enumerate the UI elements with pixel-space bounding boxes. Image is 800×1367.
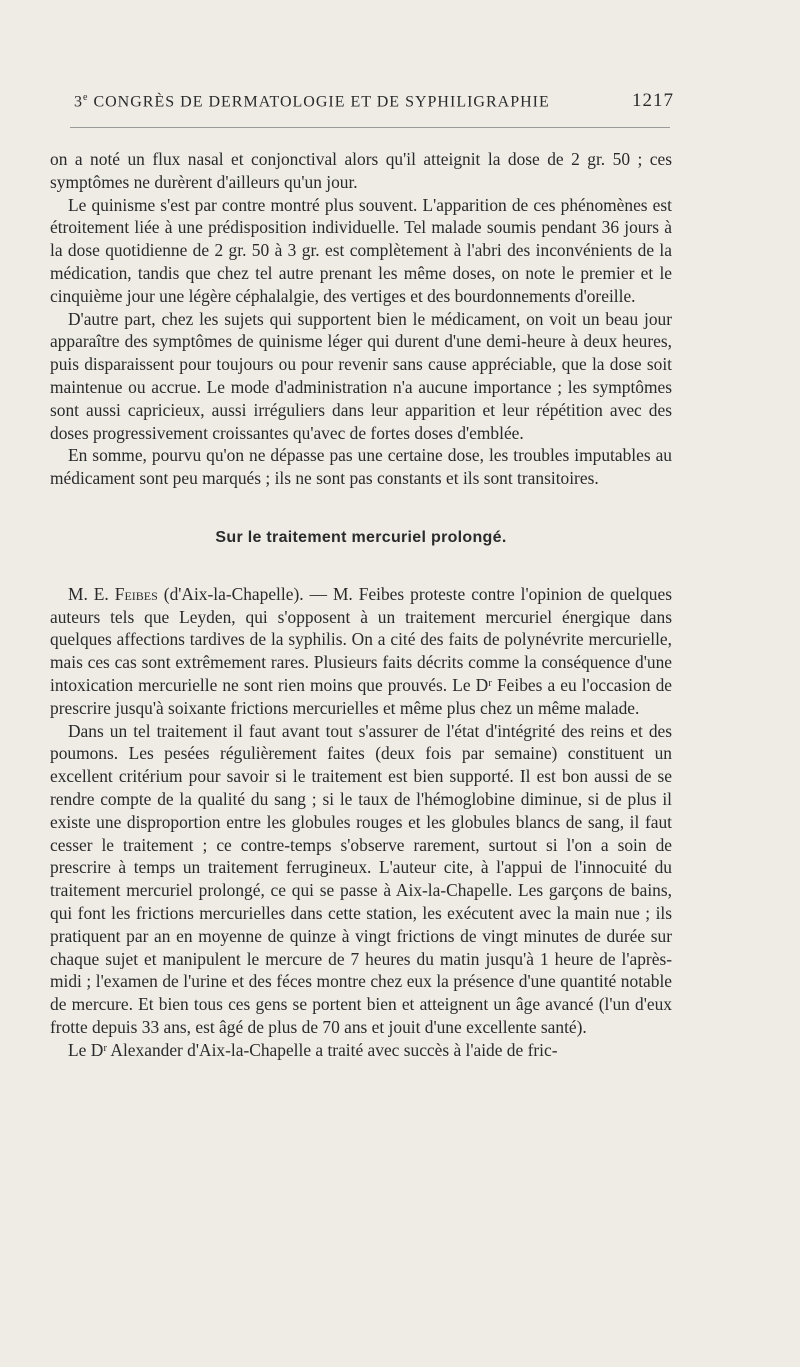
- speaker-text: (d'Aix-la-Chapelle). — M. Feibes proteste contre l'opinion de quelques auteurs tels que Leyden, qui s'opposent à un traitement mercuriel énergique dans quelques affections tardives de la syphilis. On a cité des faits de polynévrite mercurielle, mais ces cas sont extrêmement rares. Plusieurs faits décrits comme la conséquence d'une intoxication mercurielle ne sont rien moins que prouvés. Le Dʳ Feibes a eu l'occasion de prescrire jusqu'à soixante frictions mercurielles et même plus chez un même malade.: [50, 583, 672, 718]
- congress-ordinal: 3: [74, 93, 83, 111]
- paragraph: Le Dʳ Alexander d'Aix-la-Chapelle a traité avec succès à l'aide de fric-: [68, 1039, 558, 1060]
- paragraph: En somme, pourvu qu'on ne dépasse pas une certaine dose, les troubles imputables au médicament sont peu marqués ; ils ne sont pas constants et ils sont transitoires.: [50, 445, 672, 489]
- running-title-text: CONGRÈS DE DERMATOLOGIE ET DE SYPHILIGRAPHIE: [88, 93, 550, 111]
- paragraph: Le quinisme s'est par contre montré plus souvent. L'apparition de ces phénomènes est étroitement liée à une prédisposition individuelle. Tel malade soumis pendant 36 jours à la dose quotidienne de 2 gr. 50 à 3 gr. est complètement à l'abri des inconvénients de la médication, tandis que chez tel autre prenant les même doses, on note le premier et le cinquième jour une légère céphalalgie, des vertiges et des bourdonnements d'oreille.: [50, 194, 672, 306]
- page-number: 1217: [632, 90, 674, 111]
- paragraph: Dans un tel traitement il faut avant tout s'assurer de l'état d'intégrité des reins et des poumons. Les pesées régulièrement faites (deux fois par semaine) constituent un excellent critérium pour savoir si le traitement est bien supporté. Il est bon aussi de se rendre compte de la qualité du sang ; si le taux de l'hémoglobine diminue, si de plus il existe une disproportion entre les globules rouges et les globules blancs de sang, il faut cesser le traitement ; ce contre-temps s'observe rarement, surtout si l'on a soin de prescrire à temps un traitement ferrugineux. L'auteur cite, à l'appui de l'innocuité du traitement mercuriel prolongé, ce qui se passe à Aix-la-Chapelle. Les garçons de bains, qui font les frictions mercurielles dans cette station, les exécutent avec la main nue ; ils pratiquent par an en moyenne de quinze à vingt frictions de vingt minutes de durée sur chaque sujet et manipulent le mercure de 7 heures du matin jusqu'à 1 heure de l'après-midi ; l'examen de l'urine et des féces montre chez eux la présence d'une quantité notable de mercure. Et bien tous ces gens se portent bien et atteignent un âge avancé (l'un d'eux frotte depuis 33 ans, est âgé de plus de 70 ans et jouit d'une excellente santé).: [50, 720, 672, 1037]
- speaker-paragraph: [50, 583, 672, 720]
- section-heading: Sur le traitement mercuriel prolongé.: [215, 528, 507, 546]
- speaker-prefix: M. E.: [68, 583, 115, 604]
- ordinal-suffix: e: [83, 92, 89, 103]
- paragraph: D'autre part, chez les sujets qui supportent bien le médicament, on voit un beau jour apparaître des symptômes de quinisme léger qui durent d'une demi-heure à deux heures, puis disparaissent pour toujours ou pour revenir sans cause appréciable, que la dose soit maintenue ou accrue. Le mode d'administration n'a aucune importance ; les symptômes sont aussi capricieux, aussi irréguliers dans leur apparition et leur répétition avec des doses progressivement croissantes qu'avec de fortes doses d'emblée.: [50, 308, 672, 443]
- speaker-name: Feibes: [114, 583, 158, 604]
- body-text: [50, 148, 672, 1061]
- header-rule: [70, 127, 670, 128]
- running-title: [74, 92, 550, 111]
- paragraph: on a noté un flux nasal et conjonctival alors qu'il atteignit la dose de 2 gr. 50 ; ces symptômes ne durèrent d'ailleurs qu'un jour.: [50, 149, 672, 192]
- running-header: [74, 92, 674, 112]
